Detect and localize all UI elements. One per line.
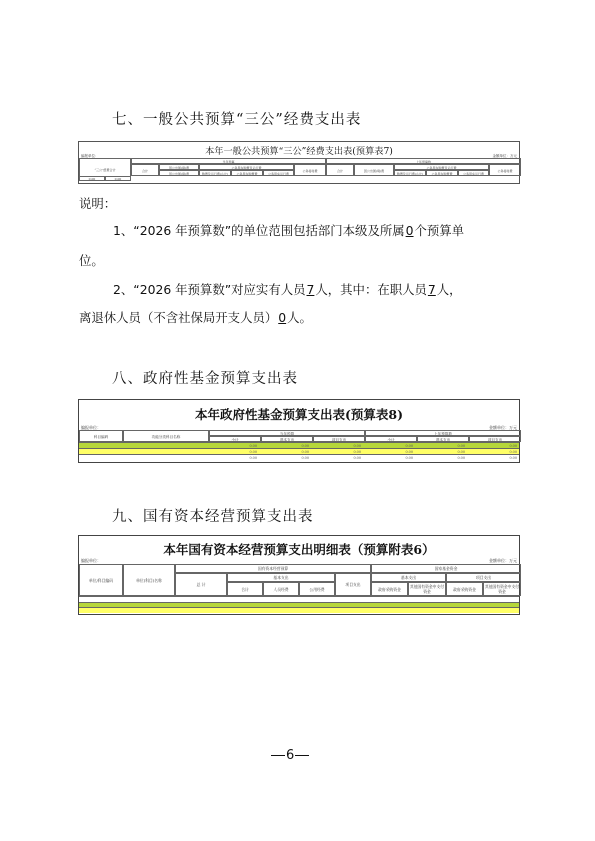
header-cell: “三公”经费合计 bbox=[79, 158, 131, 181]
header-cell: 功能分类科目名称 bbox=[123, 430, 209, 442]
table-cell: 0.00 bbox=[405, 444, 413, 448]
table-cell: 0.00 bbox=[353, 456, 361, 460]
header-cell: 单位/科目编码 bbox=[79, 564, 123, 596]
header-cell: 公务接待费 bbox=[294, 164, 326, 176]
note-text: 离退休人员（不含社保局开支人员） bbox=[79, 310, 278, 325]
header-cell: 项目支出 bbox=[335, 573, 371, 596]
section-heading-8: 八、政府性基金预算支出表 bbox=[112, 371, 298, 387]
note-number: 0 bbox=[278, 310, 287, 325]
header-cell: 因公出国(境)费 bbox=[354, 164, 394, 176]
table-cell: 0.00 bbox=[249, 456, 257, 460]
table-title: 本年政府性基金预算支出表(预算表8) bbox=[194, 407, 404, 422]
note-text: 2、“2026 年预算数”对应实有人员 bbox=[113, 282, 306, 297]
header-cell: 总 计 bbox=[175, 573, 227, 596]
header-cell: 购置及运行费(小计) bbox=[394, 170, 426, 176]
header-cell: 公务接待费 bbox=[489, 164, 521, 176]
table-title: 本年国有资本经营预算支出明细表（预算附表6） bbox=[163, 542, 435, 557]
table-row bbox=[79, 607, 519, 613]
note-number: 0 bbox=[405, 223, 414, 238]
header-cell: 科目编码 bbox=[79, 430, 123, 442]
header-cell: 人员经费 bbox=[263, 582, 299, 596]
header-cell: 公用经费 bbox=[299, 582, 335, 596]
notes-label: 说明： bbox=[79, 196, 117, 211]
data-cell: 0.00 bbox=[79, 176, 105, 181]
table-cell: 0.00 bbox=[457, 450, 465, 454]
header-cell: 公务用车购置及运行费 bbox=[199, 164, 294, 170]
header-cell: 公务用车运行费 bbox=[263, 170, 294, 176]
header-cell: 其他国有资金中支付资金 bbox=[484, 584, 520, 594]
table-cell: 0.00 bbox=[405, 450, 413, 454]
header-cell: 基本支出 bbox=[417, 436, 469, 442]
table-cell: 0.00 bbox=[249, 450, 257, 454]
sangong-expense-table bbox=[78, 141, 520, 184]
table-cell: 0.00 bbox=[353, 444, 361, 448]
dash-decoration bbox=[271, 755, 285, 756]
header-cell: 基本支出 bbox=[261, 436, 313, 442]
header-cell: 政府采购资金 bbox=[446, 582, 483, 596]
page-number bbox=[270, 748, 310, 763]
header-cell: 项目支出 bbox=[469, 436, 521, 442]
table-cell: 0.00 bbox=[301, 450, 309, 454]
header-cell: 其他国有资金中支付资金 bbox=[409, 584, 445, 594]
page-number-text: 6 bbox=[286, 748, 295, 763]
section-heading-9: 九、国有资本经营预算支出表 bbox=[112, 509, 314, 525]
table-cell: 0.00 bbox=[457, 456, 465, 460]
header-cell: 基本支出 bbox=[371, 573, 446, 582]
header-cell: 当年预算 bbox=[131, 158, 326, 164]
table-row bbox=[79, 454, 519, 460]
table-cell: 0.00 bbox=[509, 444, 517, 448]
header-cell: 国有资本经营预算 bbox=[175, 564, 371, 573]
header-cell: 国家基金资金 bbox=[371, 564, 521, 573]
header-cell: 因公出国(境)费 bbox=[159, 164, 199, 170]
table-cell: 0.00 bbox=[457, 444, 465, 448]
note-text: 人。 bbox=[287, 310, 312, 325]
header-cell: 上年预算数 bbox=[365, 430, 521, 436]
header-cell: 政府采购资金 bbox=[371, 582, 408, 596]
header-cell: 基本支出 bbox=[227, 573, 335, 582]
note-text: 个预算单 bbox=[414, 223, 465, 238]
dash-decoration bbox=[295, 755, 309, 756]
header-cell: 单位(科目)名称 bbox=[123, 564, 175, 596]
amount-unit-label: 金额单位：万元 bbox=[492, 154, 517, 158]
table-cell: 0.00 bbox=[301, 444, 309, 448]
header-cell: 上年预算数 bbox=[326, 158, 521, 164]
header-cell: 合计 bbox=[131, 164, 159, 176]
header-cell: 小计 bbox=[365, 436, 417, 442]
state-capital-table bbox=[78, 535, 520, 615]
table-cell: 0.00 bbox=[353, 450, 361, 454]
header-cell: 公务用车购置费 bbox=[231, 170, 263, 176]
government-fund-table bbox=[78, 399, 520, 463]
table-cell: 0.00 bbox=[405, 456, 413, 460]
note-line-1 bbox=[113, 222, 464, 240]
note-text: 人，其中：在职人员 bbox=[315, 282, 427, 297]
unit-label: 编报单位： bbox=[81, 154, 99, 158]
amount-unit-label: 金额单位：万元 bbox=[489, 558, 517, 563]
table-cell: 0.00 bbox=[249, 444, 257, 448]
header-cell: 项目支出 bbox=[446, 573, 521, 582]
header-cell: 当年预算 bbox=[209, 430, 365, 436]
header-cell: 项目支出 bbox=[313, 436, 365, 442]
note-line-1-cont: 位。 bbox=[79, 253, 104, 268]
header-cell: 合计 bbox=[227, 582, 263, 596]
table-cell: 0.00 bbox=[509, 456, 517, 460]
unit-label: 编报单位： bbox=[81, 558, 101, 563]
note-number: 7 bbox=[306, 282, 315, 297]
header-cell: 合计 bbox=[326, 164, 354, 176]
note-line-2-cont bbox=[79, 309, 312, 327]
note-number: 7 bbox=[427, 282, 436, 297]
header-cell: 公务用车运行费 bbox=[458, 170, 489, 176]
header-cell: 小计 bbox=[209, 436, 261, 442]
table-cell: 0.00 bbox=[509, 450, 517, 454]
header-cell: 公务用车购置及运行费 bbox=[394, 164, 489, 170]
note-text: 1、“2026 年预算数”的单位范围包括部门本级及所属 bbox=[113, 223, 405, 238]
note-line-2 bbox=[113, 281, 462, 299]
table-grid bbox=[79, 158, 519, 181]
header-cell: 公务用车购置费 bbox=[426, 170, 458, 176]
table-title: 本年一般公共预算“三公”经费支出表(预算表7) bbox=[205, 146, 393, 157]
note-text: 人， bbox=[436, 282, 462, 297]
data-cell: 0.00 bbox=[105, 176, 131, 181]
header-cell: 因公出国(境)费 bbox=[159, 170, 199, 176]
table-cell: 0.00 bbox=[301, 456, 309, 460]
amount-unit-label: 金额单位：万元 bbox=[489, 425, 517, 430]
header-cell: 购置及运行费(小计) bbox=[199, 170, 231, 176]
section-heading-7: 七、一般公共预算“三公”经费支出表 bbox=[112, 112, 362, 128]
unit-label: 编报单位： bbox=[81, 425, 101, 430]
